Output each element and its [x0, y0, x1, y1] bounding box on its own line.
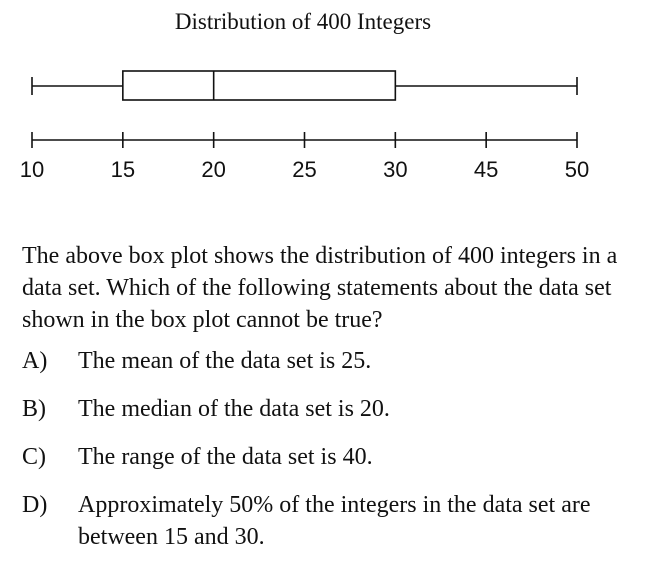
number-line-axis	[20, 132, 589, 182]
answer-choice-b[interactable]	[22, 393, 638, 425]
choice-text: The mean of the data set is 25.	[78, 348, 372, 374]
choice-text: The range of the data set is 40.	[78, 444, 373, 470]
axis-tick-label-50: 50	[564, 157, 590, 182]
choice-letter: A)	[22, 348, 48, 374]
choice-letter: B)	[22, 396, 46, 422]
chart-title: Distribution of 400 Integers	[174, 9, 432, 34]
axis-tick-label-25: 25	[292, 157, 317, 182]
interquartile-box	[123, 71, 396, 100]
choice-letter: D)	[22, 492, 48, 518]
answer-choice-a[interactable]	[22, 345, 638, 377]
axis-tick-label-15: 15	[110, 157, 136, 182]
axis-tick-label-10: 10	[19, 157, 45, 182]
box-plot-chart	[0, 0, 646, 200]
axis-tick-label-45: 45	[473, 157, 499, 182]
question-stem: The above box plot shows the distribution of 400 integers in a data set. Which of the following statements about the data set shown in the box plot cannot be true?	[22, 243, 618, 333]
question-block	[22, 240, 638, 569]
choice-letter: C)	[22, 444, 46, 470]
axis-tick-label-30: 30	[383, 157, 408, 182]
answer-choice-d[interactable]	[22, 489, 638, 553]
axis-tick-label-20: 20	[201, 157, 226, 182]
choice-text: The median of the data set is 20.	[78, 396, 390, 422]
boxplot-layer	[32, 71, 577, 100]
choice-text: Approximately 50% of the integers in the data set are between 15 and 30.	[78, 492, 591, 550]
answer-choice-c[interactable]	[22, 441, 638, 473]
